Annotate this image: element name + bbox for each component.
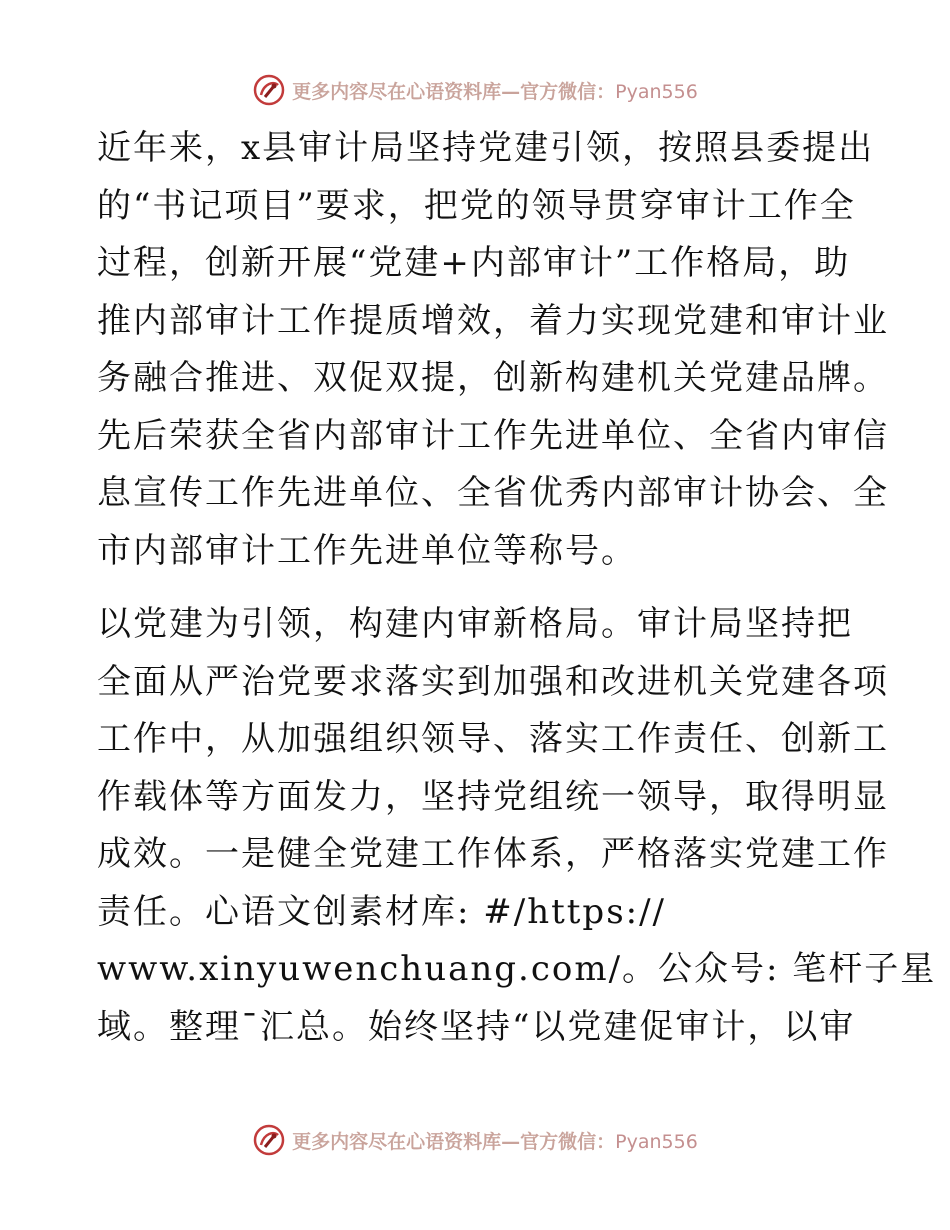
banner-title: 更多内容尽在心语资料库—官方微信： <box>292 80 616 103</box>
text-line: 市内部审计工作先进单位等称号。 <box>97 530 637 571</box>
footer-banner <box>0 1120 950 1160</box>
text-line: 近年来，x县审计局坚持党建引领，按照县委提出 <box>97 128 875 168</box>
text-line: 责任。心语文创素材库: #/https:// <box>97 891 667 932</box>
text-line: 全面从严治党要求落实到加强和改进机关党建各项 <box>97 661 889 702</box>
banner-contact: Pyan556 <box>615 1130 698 1153</box>
text-line: 务融合推进、双促双提，创新构建机关党建品牌。 <box>97 358 889 398</box>
text-line: 工作中，从加强组织领导、落实工作责任、创新工 <box>97 719 889 759</box>
banner-text <box>292 77 698 104</box>
text-line: 先后荣获全省内部审计工作先进单位、全省内审信 <box>97 415 889 456</box>
banner-title: 更多内容尽在心语资料库—官方微信： <box>292 1130 616 1153</box>
header-banner <box>0 70 950 110</box>
paragraph-1 <box>97 120 889 580</box>
text-line: 推内部审计工作提质增效，着力实现党建和审计业 <box>97 300 889 341</box>
banner-text <box>292 1127 698 1154</box>
article-body <box>97 120 937 1056</box>
paragraph-2 <box>97 596 937 1056</box>
text-line: 作载体等方面发力，坚持党组统一领导，取得明显 <box>97 776 889 817</box>
text-line: 域。整理¯汇总。始终坚持“以党建促审计，以审 <box>97 1006 856 1047</box>
text-line: 以党建为引领，构建内审新格局。审计局坚持把 <box>97 604 853 644</box>
text-line: 的“书记项目”要求，把党的领导贯穿审计工作全 <box>97 185 856 226</box>
text-line: www.xinyuwenchuang.com/。公众号: 笔杆子星 <box>97 949 937 989</box>
text-line: 息宣传工作先进单位、全省优秀内部审计协会、全 <box>97 473 889 513</box>
banner-contact: Pyan556 <box>615 80 698 103</box>
text-line: 成效。一是健全党建工作体系，严格落实党建工作 <box>97 834 889 874</box>
brand-logo-icon <box>252 73 286 107</box>
brand-logo-icon <box>252 1123 286 1157</box>
text-line: 过程，创新开展“党建+内部审计”工作格局，助 <box>97 243 851 283</box>
